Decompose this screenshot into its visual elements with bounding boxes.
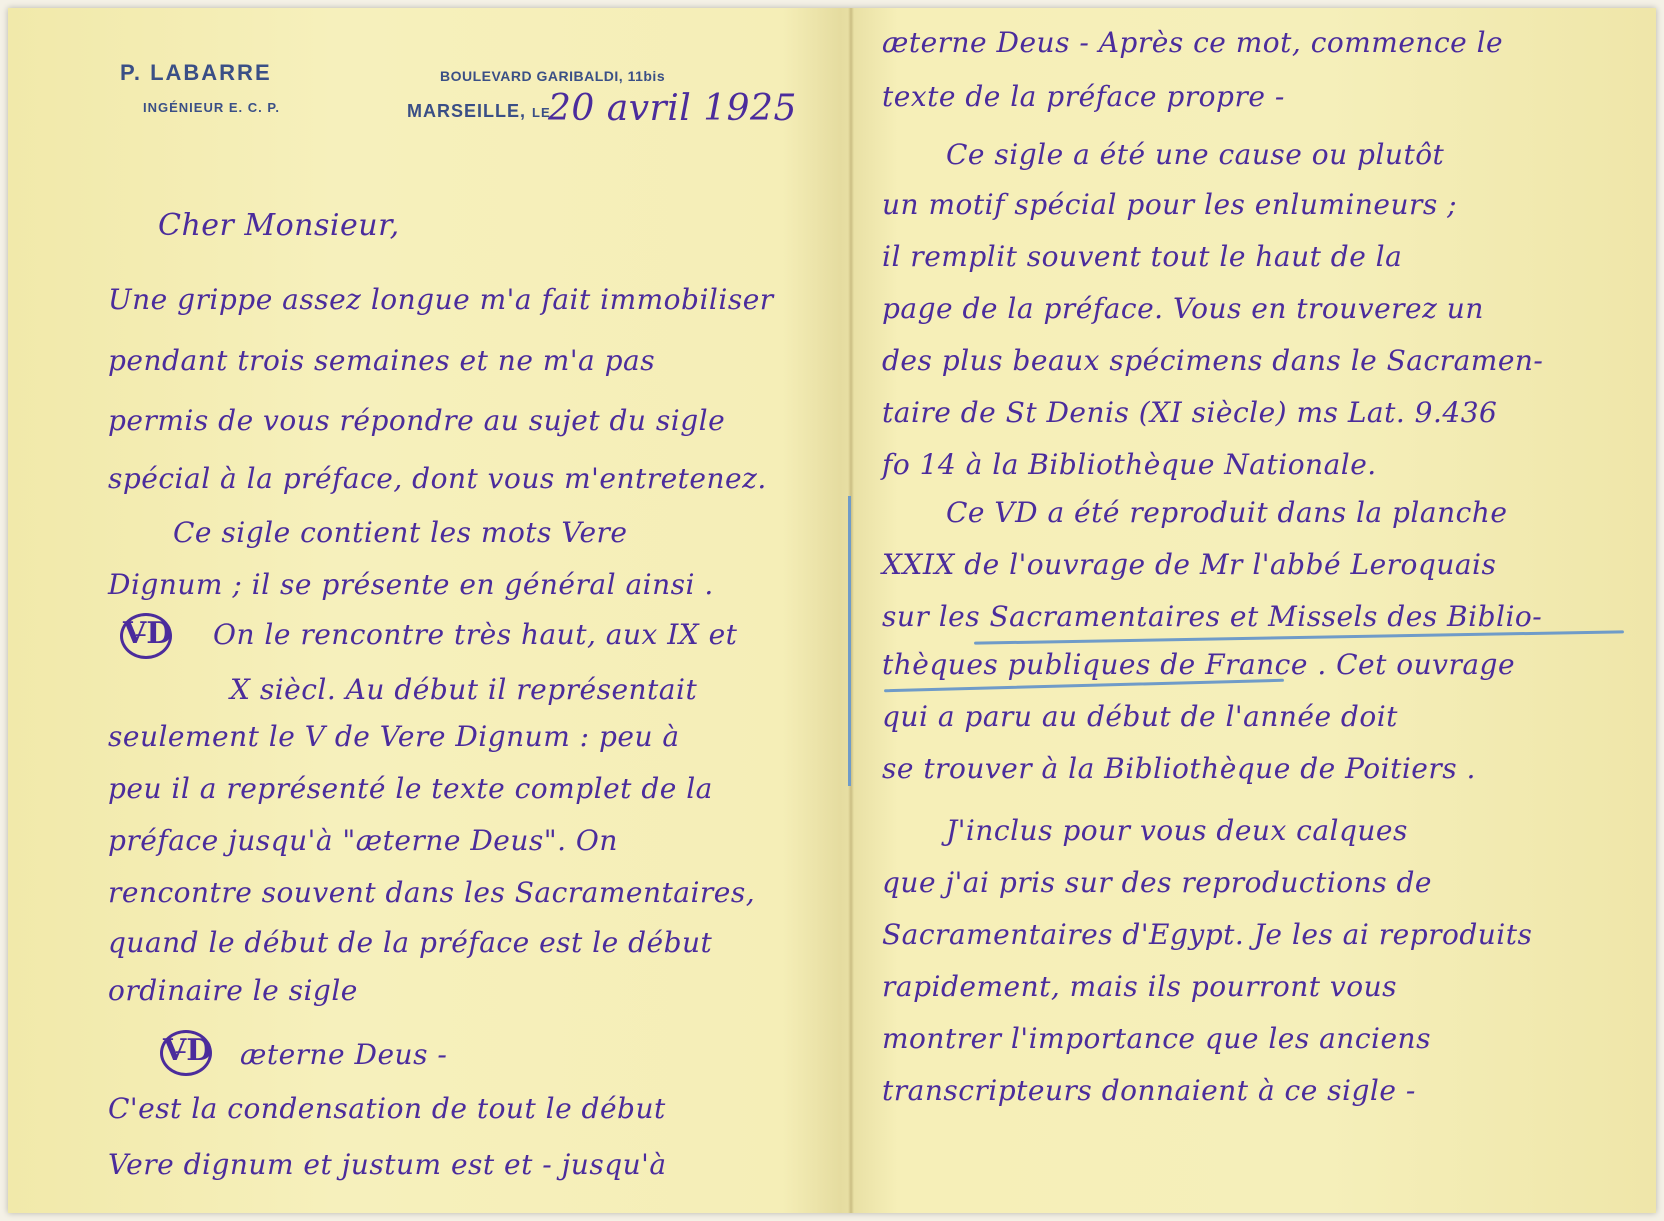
sigle-vd-glyph: V̵D [160,1030,212,1076]
letterhead-city [407,101,551,122]
letterhead-address: BOULEVARD GARIBALDI, 11bis [440,68,666,84]
letterhead-city-name: MARSEILLE, [407,101,527,121]
right-line: rapidement, mais ils pourront vous [882,970,1398,1003]
sigle-vd-symbol-2 [160,1030,212,1076]
right-line: des plus beaux spécimens dans le Sacramen- [882,344,1544,377]
right-line: texte de la préface propre - [882,80,1285,113]
right-line: fo 14 à la Bibliothèque Nationale. [882,448,1377,481]
left-line: Ce sigle contient les mots Vere [173,516,628,549]
right-page [854,8,1656,1213]
left-line: æterne Deus - [240,1038,448,1071]
right-line: Ce sigle a été une cause ou plutôt [946,138,1445,171]
right-line: que j'ai pris sur des reproductions de [882,866,1432,899]
left-line: peu il a représenté le texte complet de la [108,772,713,805]
left-line: quand le début de la préface est le début [108,926,713,959]
right-line: J'inclus pour vous deux calques [946,814,1408,847]
right-line: se trouver à la Bibliothèque de Poitiers . [882,752,1476,785]
right-line: thèques publiques de France . Cet ouvrage [882,648,1516,681]
left-line: préface jusqu'à "æterne Deus". On [108,824,618,857]
letterhead-name: P. LABARRE [120,60,272,85]
right-line: qui a paru au début de l'année doit [882,700,1398,733]
letter-date: 20 avril 1925 [548,88,797,129]
left-page [8,8,848,1213]
show-through-faint [198,118,213,172]
left-line: permis de vous répondre au sujet du sigle [108,404,726,437]
right-line: sur les Sacramentaires et Missels des Biblio- [882,600,1543,633]
salutation: Cher Monsieur, [158,208,400,243]
left-line: rencontre souvent dans les Sacramentaires, [108,876,756,909]
right-line: æterne Deus - Après ce mot, commence le [882,26,1504,59]
right-line: montrer l'importance que les anciens [882,1022,1431,1055]
left-line: ordinaire le sigle [108,974,358,1007]
right-line: transcripteurs donnaient à ce sigle - [882,1074,1416,1107]
margin-pencil-mark [848,496,851,786]
left-line: seulement le V de Vere Dignum : peu à [108,720,680,753]
right-line: Sacramentaires d'Egypt. Je les ai reproduits [882,918,1533,951]
right-line: un motif spécial pour les enlumineurs ; [882,188,1458,221]
right-line: XXIX de l'ouvrage de Mr l'abbé Leroquais [882,548,1497,581]
right-line: page de la préface. Vous en trouverez un [882,292,1484,325]
left-line: pendant trois semaines et ne m'a pas [108,344,656,377]
sigle-vd-glyph: V̵D [120,613,172,659]
letterhead-title: INGÉNIEUR E. C. P. [143,100,280,115]
right-line: Ce VD a été reproduit dans la planche [946,496,1508,529]
left-line: On le rencontre très haut, aux IX et [213,618,738,651]
letter-sheet [8,8,1656,1213]
left-line: Dignum ; il se présente en général ainsi . [108,568,714,601]
left-line: X siècl. Au début il représentait [230,673,698,706]
right-line: taire de St Denis (XI siècle) ms Lat. 9.436 [882,396,1498,429]
sigle-vd-symbol [120,613,172,659]
left-line: Vere dignum et justum est et - jusqu'à [108,1148,667,1181]
left-line: C'est la condensation de tout le début [108,1092,666,1125]
letterhead-city-suffix: LE [532,105,551,120]
left-line: spécial à la préface, dont vous m'entretenez. [108,462,767,495]
right-line: il remplit souvent tout le haut de la [882,240,1403,273]
left-line: Une grippe assez longue m'a fait immobiliser [108,283,774,316]
